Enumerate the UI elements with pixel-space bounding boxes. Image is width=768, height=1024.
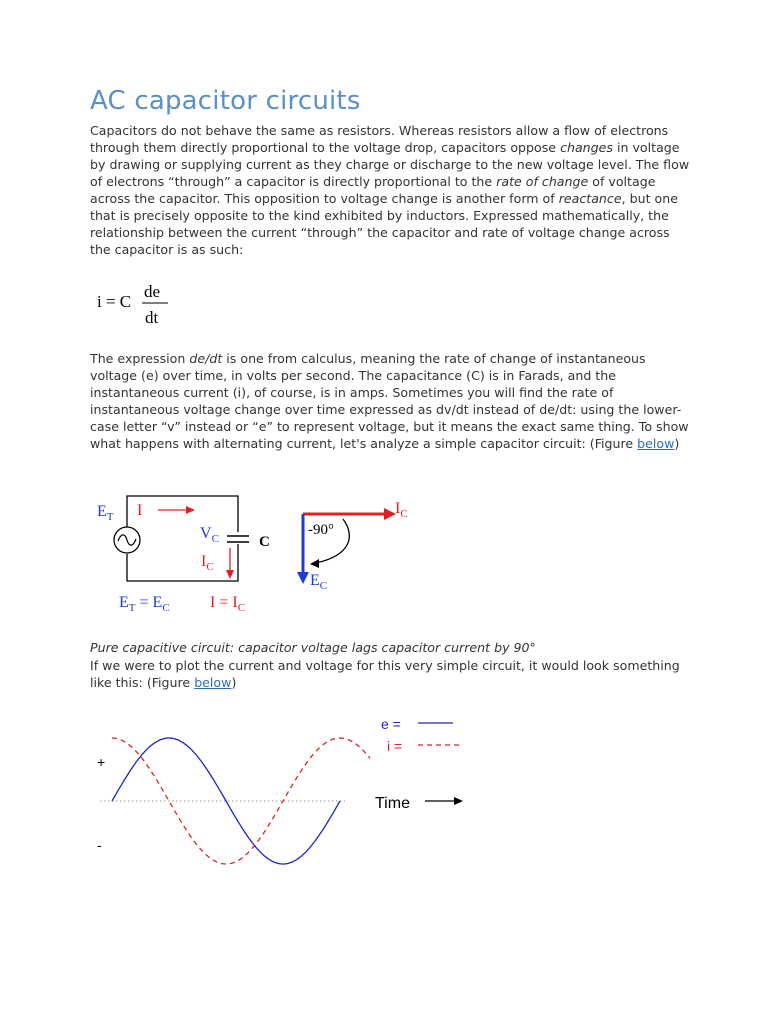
para2-text-a: The expression (90, 351, 190, 366)
phasor-current-label: $I_C$ (395, 500, 408, 520)
para2-text-c: ) (674, 436, 680, 451)
capacitor-current-label: $I_C$ (201, 553, 214, 573)
para1-text-c: of voltage across the capacitor. This opposition to voltage change is another form of (90, 174, 656, 206)
phasor-voltage-label: $E_C$ (310, 572, 328, 592)
time-arrow-head (454, 797, 463, 805)
plot-link-below[interactable]: below (194, 675, 232, 690)
legend-e-label: e = (381, 716, 401, 732)
voltage-equation: $E_T = E_C$ (119, 594, 170, 614)
equation-lhs: i = C (97, 292, 132, 311)
para1-text-a: Capacitors do not behave the same as resistors. Whereas resistors allow a flow of electrons through them directly proportional to the voltage drop, capacitors oppose (90, 123, 669, 155)
para1-text-d: , but one that is precisely opposite to the kind exhibited by inductors. Expressed mathematically, the relationship between the current “through” the capacitor and rate of voltage change across the capacitor is as such: (90, 191, 678, 257)
para3-text-a: If we were to plot the current and voltage for this very simple circuit, it would look something like this: (Figure (90, 658, 680, 690)
para2-text-b: is one from calculus, meaning the rate of change of instantaneous voltage (e) over time, in volts per second. The capacitance (C) is in Farads, and the instantaneous current (i), of course, is in amps. Sometimes you will find the rate of instantaneous voltage change over time expressed as dv/dt instead of de/dt: using the lower-case letter “v” instead or “e” to represent voltage, but it means the exact same thing. To show what happens with alternating current, let's analyze a simple capacitor circuit: (Figure (90, 351, 689, 451)
figure-link-below[interactable]: below (637, 436, 675, 451)
legend-i-label: i = (387, 738, 403, 754)
para1-em-reactance: reactance (558, 191, 622, 206)
capacitor-voltage-label: $V_C$ (200, 525, 219, 545)
para1-text-b: in voltage by drawing or supplying current as they charge or discharge to the new voltage level. The flow of electrons “through” a capacitor is directly proportional to the (90, 140, 690, 189)
figure-caption: Pure capacitive circuit: capacitor voltage lags capacitor current by 90° (90, 640, 536, 655)
equation-denominator: dt (145, 308, 159, 327)
current-equation: $I = I_C$ (210, 594, 246, 614)
capacitor-label: C (259, 534, 270, 550)
time-axis-label: Time (375, 795, 410, 812)
para3-text-c: ) (231, 675, 237, 690)
equation-numerator: de (144, 282, 161, 301)
phase-angle-label: -90° (308, 522, 334, 538)
para1-em-rate: rate of change (496, 174, 589, 189)
plus-label: + (97, 754, 106, 770)
minus-label: - (97, 837, 102, 853)
current-label: I (137, 502, 143, 519)
voltage-waveform (112, 738, 340, 864)
page-title: AC capacitor circuits (90, 86, 361, 116)
source-voltage-label: $E_T$ (97, 503, 114, 523)
para2-em-dedt: de/dt (189, 351, 223, 366)
para1-em-changes: changes (560, 140, 613, 155)
